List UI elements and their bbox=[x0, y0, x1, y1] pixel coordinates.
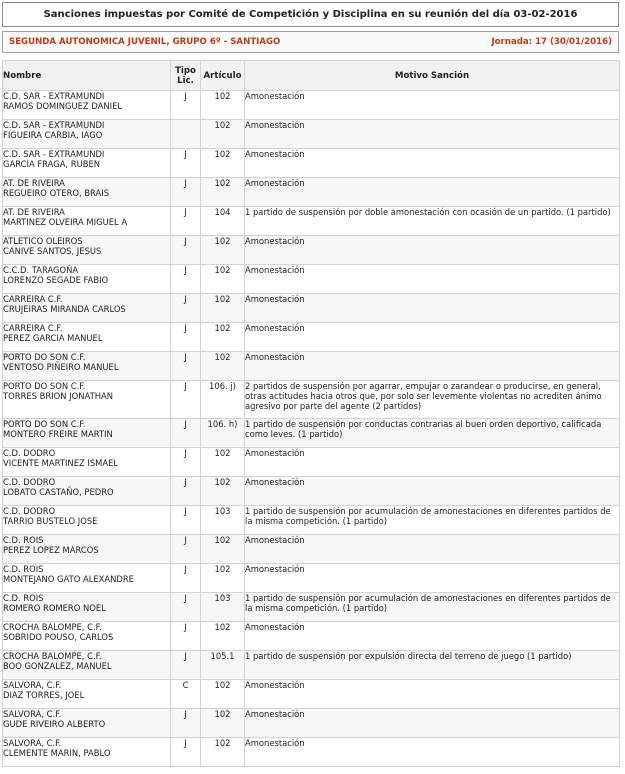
table-row bbox=[3, 91, 620, 120]
articulo-cell: 102 bbox=[201, 236, 245, 265]
tipo-lic-cell: J bbox=[171, 352, 201, 381]
player-name: CRUJEIRAS MIRANDA CARLOS bbox=[3, 304, 126, 314]
table-row bbox=[3, 593, 620, 622]
player-name: FIGUEIRA CARBIA, IAGO bbox=[3, 130, 103, 140]
motivo-cell: Amonestación bbox=[245, 294, 620, 323]
table-row bbox=[3, 622, 620, 651]
club-name: ATLETICO OLEIROS bbox=[3, 236, 83, 246]
table-row bbox=[3, 178, 620, 207]
table-row bbox=[3, 120, 620, 149]
motivo-cell: Amonestación bbox=[245, 709, 620, 738]
name-cell bbox=[3, 236, 171, 265]
tipo-lic-cell: J bbox=[171, 506, 201, 535]
player-name: LORENZO SEGADE FABIO bbox=[3, 275, 109, 285]
articulo-cell: 104 bbox=[201, 207, 245, 236]
table-row bbox=[3, 448, 620, 477]
tipo-lic-cell: J bbox=[171, 265, 201, 294]
club-name: C.D. DODRO bbox=[3, 448, 56, 458]
player-name: MONTEJANO GATO ALEXANDRE bbox=[3, 574, 134, 584]
motivo-cell: Amonestación bbox=[245, 448, 620, 477]
tipo-lic-cell: J bbox=[171, 448, 201, 477]
table-row bbox=[3, 651, 620, 680]
club-name: PORTO DO SON C.F. bbox=[3, 419, 86, 429]
motivo-cell: Amonestación bbox=[245, 352, 620, 381]
column-header-articulo: Artículo bbox=[201, 61, 245, 91]
articulo-cell: 102 bbox=[201, 535, 245, 564]
name-cell bbox=[3, 535, 171, 564]
club-name: SALVORA, C.F. bbox=[3, 680, 62, 690]
column-header-nombre: Nombre bbox=[3, 61, 171, 91]
player-name: TARRIO BUSTELO JOSE bbox=[3, 516, 98, 526]
motivo-cell: Amonestación bbox=[245, 120, 620, 149]
articulo-cell: 102 bbox=[201, 323, 245, 352]
jornada-label: Jornada: 17 (30/01/2016) bbox=[491, 37, 612, 47]
club-name: C.D. SAR - EXTRAMUNDI bbox=[3, 149, 105, 159]
articulo-cell: 102 bbox=[201, 448, 245, 477]
tipo-lic-cell: J bbox=[171, 419, 201, 448]
column-header-tipo-line2: Lic. bbox=[177, 75, 194, 86]
club-name: C.D. SAR - EXTRAMUNDI bbox=[3, 120, 105, 130]
club-name: SALVORA, C.F. bbox=[3, 709, 62, 719]
table-row bbox=[3, 564, 620, 593]
table-row bbox=[3, 265, 620, 294]
player-name: TORRES BRION JONATHAN bbox=[3, 391, 113, 401]
table-row bbox=[3, 738, 620, 767]
motivo-cell: Amonestación bbox=[245, 477, 620, 506]
group-header bbox=[2, 31, 619, 53]
player-name: RAMOS DOMINGUEZ DANIEL bbox=[3, 101, 123, 111]
tipo-lic-cell: J bbox=[171, 149, 201, 178]
name-cell bbox=[3, 265, 171, 294]
player-name: MARTINEZ OLVEIRA MIGUEL A bbox=[3, 217, 128, 227]
player-name: SOBRIDO POUSO, CARLOS bbox=[3, 632, 114, 642]
table-row bbox=[3, 294, 620, 323]
name-cell bbox=[3, 120, 171, 149]
column-header-motivo: Motivo Sanción bbox=[245, 61, 620, 91]
articulo-cell: 106. h) bbox=[201, 419, 245, 448]
player-name: PEREZ LOPEZ MARCOS bbox=[3, 545, 99, 555]
player-name: PEREZ GARCIA MANUEL bbox=[3, 333, 103, 343]
name-cell bbox=[3, 294, 171, 323]
table-row bbox=[3, 381, 620, 419]
table-row bbox=[3, 207, 620, 236]
table-row bbox=[3, 535, 620, 564]
motivo-cell: Amonestación bbox=[245, 265, 620, 294]
motivo-cell: 1 partido de suspensión por doble amonestación con ocasión de un partido. (1 partido) bbox=[245, 207, 620, 236]
articulo-cell: 106. j) bbox=[201, 381, 245, 419]
player-name: LOBATO CASTAÑO, PEDRO bbox=[3, 487, 114, 497]
club-name: C.D. ROIS bbox=[3, 564, 44, 574]
articulo-cell: 102 bbox=[201, 352, 245, 381]
sanctions-table bbox=[2, 60, 620, 767]
table-row bbox=[3, 352, 620, 381]
table-row bbox=[3, 506, 620, 535]
player-name: CANIVE SANTOS, JESUS bbox=[3, 246, 102, 256]
club-name: AT. DE RIVEIRA bbox=[3, 207, 65, 217]
name-cell bbox=[3, 381, 171, 419]
club-name: C.D. DODRO bbox=[3, 477, 56, 487]
articulo-cell: 102 bbox=[201, 738, 245, 767]
name-cell bbox=[3, 91, 171, 120]
name-cell bbox=[3, 149, 171, 178]
name-cell bbox=[3, 323, 171, 352]
club-name: C.D. SAR - EXTRAMUNDI bbox=[3, 91, 105, 101]
motivo-cell: Amonestación bbox=[245, 622, 620, 651]
tipo-lic-cell: J bbox=[171, 651, 201, 680]
column-header-tipo-line1: Tipo bbox=[175, 65, 196, 76]
player-name: BOO GONZALEZ, MANUEL bbox=[3, 661, 112, 671]
name-cell bbox=[3, 506, 171, 535]
articulo-cell: 102 bbox=[201, 564, 245, 593]
table-row bbox=[3, 236, 620, 265]
club-name: PORTO DO SON C.F. bbox=[3, 352, 86, 362]
table-row bbox=[3, 149, 620, 178]
tipo-lic-cell: J bbox=[171, 709, 201, 738]
club-name: C.D. DODRO bbox=[3, 506, 56, 516]
motivo-cell: Amonestación bbox=[245, 323, 620, 352]
name-cell bbox=[3, 564, 171, 593]
tipo-lic-cell: J bbox=[171, 178, 201, 207]
motivo-cell: Amonestación bbox=[245, 149, 620, 178]
club-name: CARREIRA C.F. bbox=[3, 294, 63, 304]
motivo-cell: Amonestación bbox=[245, 738, 620, 767]
articulo-cell: 105.1 bbox=[201, 651, 245, 680]
articulo-cell: 102 bbox=[201, 294, 245, 323]
name-cell bbox=[3, 207, 171, 236]
table-header-row bbox=[3, 61, 620, 91]
tipo-lic-cell: J bbox=[171, 564, 201, 593]
player-name: GUDE RIVEIRO ALBERTO bbox=[3, 719, 106, 729]
name-cell bbox=[3, 178, 171, 207]
motivo-cell: 1 partido de suspensión por conductas contrarias al buen orden deportivo, calificada como leves. (1 partido) bbox=[245, 419, 620, 448]
name-cell bbox=[3, 622, 171, 651]
motivo-cell: 2 partidos de suspensión por agarrar, empujar o zarandear o producirse, en general, otras actitudes hacia otros que, por solo ser levemente violentas no acrediten ánimo agresivo por parte del agente (2 partidos) bbox=[245, 381, 620, 419]
articulo-cell: 102 bbox=[201, 622, 245, 651]
name-cell bbox=[3, 593, 171, 622]
player-name: DIAZ TORRES, JOEL bbox=[3, 690, 85, 700]
motivo-cell: Amonestación bbox=[245, 91, 620, 120]
tipo-lic-cell: J bbox=[171, 477, 201, 506]
tipo-lic-cell: C bbox=[171, 680, 201, 709]
page-title: Sanciones impuestas por Comité de Competición y Disciplina en su reunión del día 03-02-2016 bbox=[2, 2, 619, 27]
club-name: CROCHA BALOMPE, C.F. bbox=[3, 651, 102, 661]
name-cell bbox=[3, 709, 171, 738]
motivo-cell: 1 partido de suspensión por acumulación de amonestaciones en diferentes partidos de la misma competición. (1 partido) bbox=[245, 593, 620, 622]
club-name: AT. DE RIVEIRA bbox=[3, 178, 65, 188]
club-name: PORTO DO SON C.F. bbox=[3, 381, 86, 391]
club-name: C.D. ROIS bbox=[3, 535, 44, 545]
articulo-cell: 102 bbox=[201, 680, 245, 709]
articulo-cell: 102 bbox=[201, 149, 245, 178]
motivo-cell: Amonestación bbox=[245, 236, 620, 265]
name-cell bbox=[3, 651, 171, 680]
club-name: C.D. ROIS bbox=[3, 593, 44, 603]
club-name: CARREIRA C.F. bbox=[3, 323, 63, 333]
tipo-lic-cell: J bbox=[171, 323, 201, 352]
tipo-lic-cell: J bbox=[171, 236, 201, 265]
player-name: GARCIA FRAGA, RUBEN bbox=[3, 159, 101, 169]
motivo-cell: 1 partido de suspensión por expulsión directa del terreno de juego (1 partido) bbox=[245, 651, 620, 680]
table-row bbox=[3, 680, 620, 709]
player-name: ROMERO ROMERO NOEL bbox=[3, 603, 106, 613]
tipo-lic-cell: J bbox=[171, 207, 201, 236]
name-cell bbox=[3, 738, 171, 767]
articulo-cell: 102 bbox=[201, 178, 245, 207]
player-name: MONTERO FREIRE MARTIN bbox=[3, 429, 113, 439]
tipo-lic-cell: J bbox=[171, 593, 201, 622]
articulo-cell: 103 bbox=[201, 593, 245, 622]
club-name: SALVORA, C.F. bbox=[3, 738, 62, 748]
tipo-lic-cell: J bbox=[171, 381, 201, 419]
tipo-lic-cell: J bbox=[171, 738, 201, 767]
tipo-lic-cell: J bbox=[171, 294, 201, 323]
name-cell bbox=[3, 352, 171, 381]
name-cell bbox=[3, 477, 171, 506]
articulo-cell: 102 bbox=[201, 477, 245, 506]
table-row bbox=[3, 477, 620, 506]
name-cell bbox=[3, 419, 171, 448]
motivo-cell: Amonestación bbox=[245, 178, 620, 207]
tipo-lic-cell: J bbox=[171, 535, 201, 564]
tipo-lic-cell: J bbox=[171, 91, 201, 120]
name-cell bbox=[3, 448, 171, 477]
player-name: CLEMENTE MARIN, PABLO bbox=[3, 748, 111, 758]
motivo-cell: Amonestación bbox=[245, 680, 620, 709]
articulo-cell: 102 bbox=[201, 120, 245, 149]
tipo-lic-cell: J bbox=[171, 622, 201, 651]
player-name: REGUEIRO OTERO, BRAIS bbox=[3, 188, 110, 198]
player-name: VENTOSO PIÑEIRO MANUEL bbox=[3, 362, 119, 372]
tipo-lic-cell bbox=[171, 120, 201, 149]
player-name: VICENTE MARTINEZ ISMAEL bbox=[3, 458, 119, 468]
group-name: SEGUNDA AUTONOMICA JUVENIL, GRUPO 6º - SANTIAGO bbox=[9, 37, 281, 47]
club-name: C.C.D. TARAGOÑA bbox=[3, 265, 79, 275]
motivo-cell: 1 partido de suspensión por acumulación de amonestaciones en diferentes partidos de la misma competición. (1 partido) bbox=[245, 506, 620, 535]
table-row bbox=[3, 419, 620, 448]
table-row bbox=[3, 709, 620, 738]
table-row bbox=[3, 323, 620, 352]
name-cell bbox=[3, 680, 171, 709]
column-header-tipo-lic bbox=[171, 61, 201, 91]
articulo-cell: 102 bbox=[201, 265, 245, 294]
motivo-cell: Amonestación bbox=[245, 535, 620, 564]
articulo-cell: 102 bbox=[201, 91, 245, 120]
articulo-cell: 102 bbox=[201, 709, 245, 738]
articulo-cell: 103 bbox=[201, 506, 245, 535]
motivo-cell: Amonestación bbox=[245, 564, 620, 593]
club-name: CROCHA BALOMPE, C.F. bbox=[3, 622, 102, 632]
